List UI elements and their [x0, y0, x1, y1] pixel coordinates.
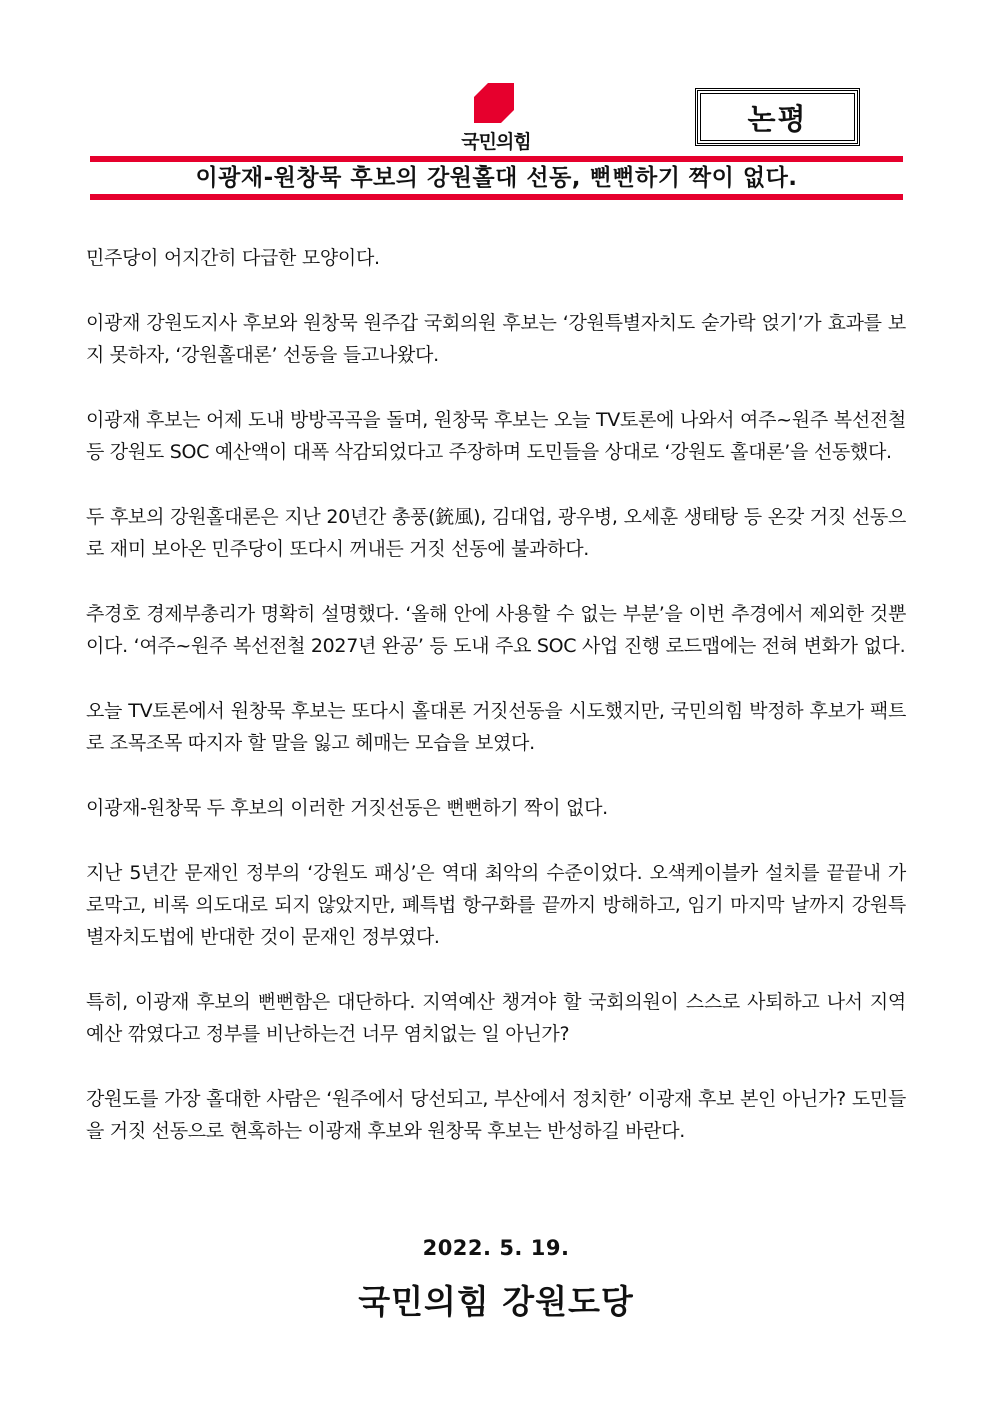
paragraph: 강원도를 가장 홀대한 사람은 ‘원주에서 당선되고, 부산에서 정치한’ 이광재 후보 본인 아닌가? 도민들을 거짓 선동으로 현혹하는 이광재 후보와 원창묵 후보는 반성하길 바란다.	[86, 1088, 906, 1142]
party-logo	[448, 83, 544, 153]
issuing-organization: 국민의힘 강원도당	[358, 1282, 634, 1321]
paragraph: 오늘 TV토론에서 원창묵 후보는 또다시 홀대론 거짓선동을 시도했지만, 국민의힘 박정하 후보가 팩트로 조목조목 따지자 할 말을 잃고 헤매는 모습을 보였다.	[86, 700, 906, 754]
paragraph: 이광재-원창묵 두 후보의 이러한 거짓선동은 뻔뻔하기 짝이 없다.	[86, 797, 608, 819]
paragraph: 두 후보의 강원홀대론은 지난 20년간 총풍(銃風), 김대업, 광우병, 오세훈 생태탕 등 온갖 거짓 선동으로 재미 보아온 민주당이 또다시 꺼내든 거짓 선동에 불과하다.	[86, 506, 906, 560]
document-type-badge: 논평	[695, 88, 860, 146]
headline-bottom-rule	[90, 194, 903, 200]
statement-body	[86, 242, 906, 1180]
paragraph: 추경호 경제부총리가 명확히 설명했다. ‘올해 안에 사용할 수 없는 부분’을 이번 추경에서 제외한 것뿐이다. ‘여주~원주 복선전철 2027년 완공’ 등 도내 주요 SOC 사업 진행 로드맵에는 전혀 변화가 없다.	[86, 603, 906, 657]
party-logo-text: 국민의힘	[461, 131, 531, 153]
headline-banner	[90, 156, 903, 200]
issue-date: 2022. 5. 19.	[422, 1236, 570, 1260]
paragraph: 이광재 후보는 어제 도내 방방곡곡을 돌며, 원창묵 후보는 오늘 TV토론에 나와서 여주~원주 복선전철 등 강원도 SOC 예산액이 대폭 삭감되었다고 주장하며 도민들을 상대로 ‘강원도 홀대론’을 선동했다.	[86, 409, 906, 463]
party-logo-icon	[474, 83, 514, 123]
paragraph: 지난 5년간 문재인 정부의 ‘강원도 패싱’은 역대 최악의 수준이었다. 오색케이블카 설치를 끝끝내 가로막고, 비록 의도대로 되지 않았지만, 폐특법 항구화를 끝까지 방해하고, 임기 마지막 날까지 강원특별자치도법에 반대한 것이 문재인 정부였다.	[86, 862, 906, 948]
paragraph: 민주당이 어지간히 다급한 모양이다.	[86, 247, 380, 269]
paragraph: 특히, 이광재 후보의 뻔뻔함은 대단하다. 지역예산 챙겨야 할 국회의원이 스스로 사퇴하고 나서 지역예산 깎였다고 정부를 비난하는건 너무 염치없는 일 아닌가?	[86, 991, 906, 1045]
headline-title: 이광재-원창묵 후보의 강원홀대 선동, 뻔뻔하기 짝이 없다.	[195, 165, 798, 191]
paragraph: 이광재 강원도지사 후보와 원창묵 원주갑 국회의원 후보는 ‘강원특별자치도 숟가락 얹기’가 효과를 보지 못하자, ‘강원홀대론’ 선동을 들고나왔다.	[86, 312, 906, 366]
